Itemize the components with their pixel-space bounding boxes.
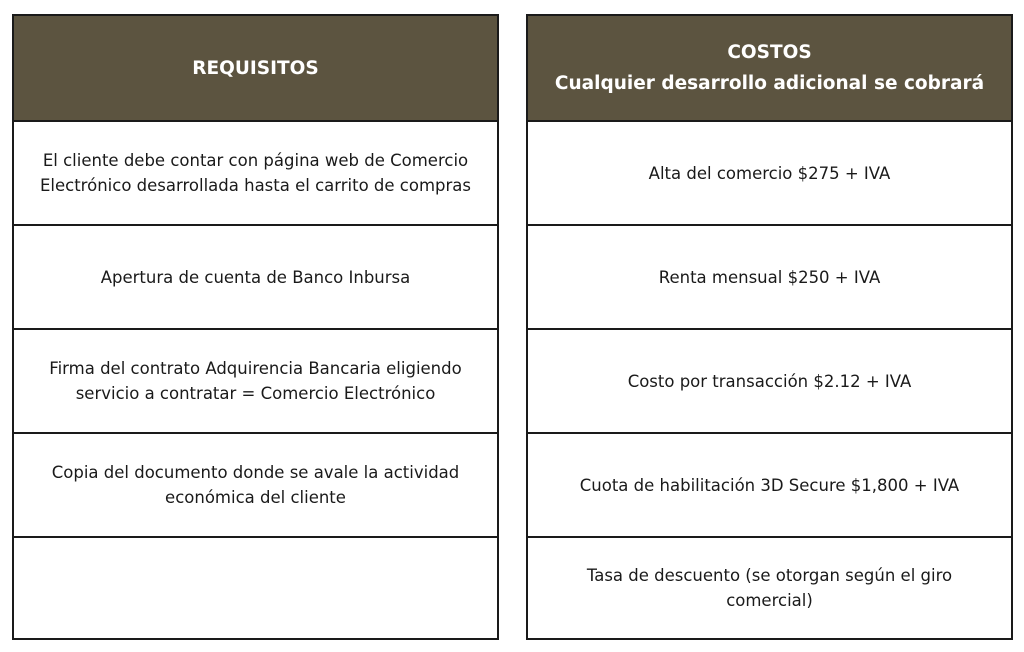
- requisitos-row-text: Firma del contrato Adquirencia Bancaria eligiendo servicio a contratar = Comercio Electrónico: [49, 359, 462, 403]
- costos-header-subtitle: Cualquier desarrollo adicional se cobrará: [554, 73, 985, 94]
- costos-header-title: COSTOS: [727, 42, 812, 63]
- costos-row-text: Renta mensual $250 + IVA: [658, 267, 881, 287]
- requisitos-row: [14, 432, 497, 536]
- requisitos-row: [14, 224, 497, 328]
- costos-header: [528, 16, 1011, 120]
- requisitos-row-empty: [14, 536, 497, 638]
- requisitos-row: [14, 120, 497, 224]
- costos-row: [528, 224, 1011, 328]
- costos-table: [526, 14, 1013, 640]
- requisitos-row-text: El cliente debe contar con página web de Comercio Electrónico desarrollada hasta el carrito de compras: [39, 151, 472, 195]
- costos-row: [528, 120, 1011, 224]
- costos-row-text: Tasa de descuento (se otorgan según el giro comercial): [586, 566, 953, 610]
- costos-row: [528, 536, 1011, 638]
- requisitos-header-title: REQUISITOS: [192, 57, 319, 79]
- requisitos-table: [12, 14, 499, 640]
- requisitos-row-text: Apertura de cuenta de Banco Inbursa: [100, 267, 411, 287]
- costos-row-text: Cuota de habilitación 3D Secure $1,800 + IVA: [579, 475, 960, 495]
- requisitos-header: [14, 16, 497, 120]
- requisitos-row-text: Copia del documento donde se avale la actividad económica del cliente: [51, 463, 460, 507]
- costos-row: [528, 328, 1011, 432]
- requisitos-row: [14, 328, 497, 432]
- costos-row-text: Alta del comercio $275 + IVA: [648, 163, 891, 183]
- costos-row-text: Costo por transacción $2.12 + IVA: [627, 371, 912, 391]
- costos-row: [528, 432, 1011, 536]
